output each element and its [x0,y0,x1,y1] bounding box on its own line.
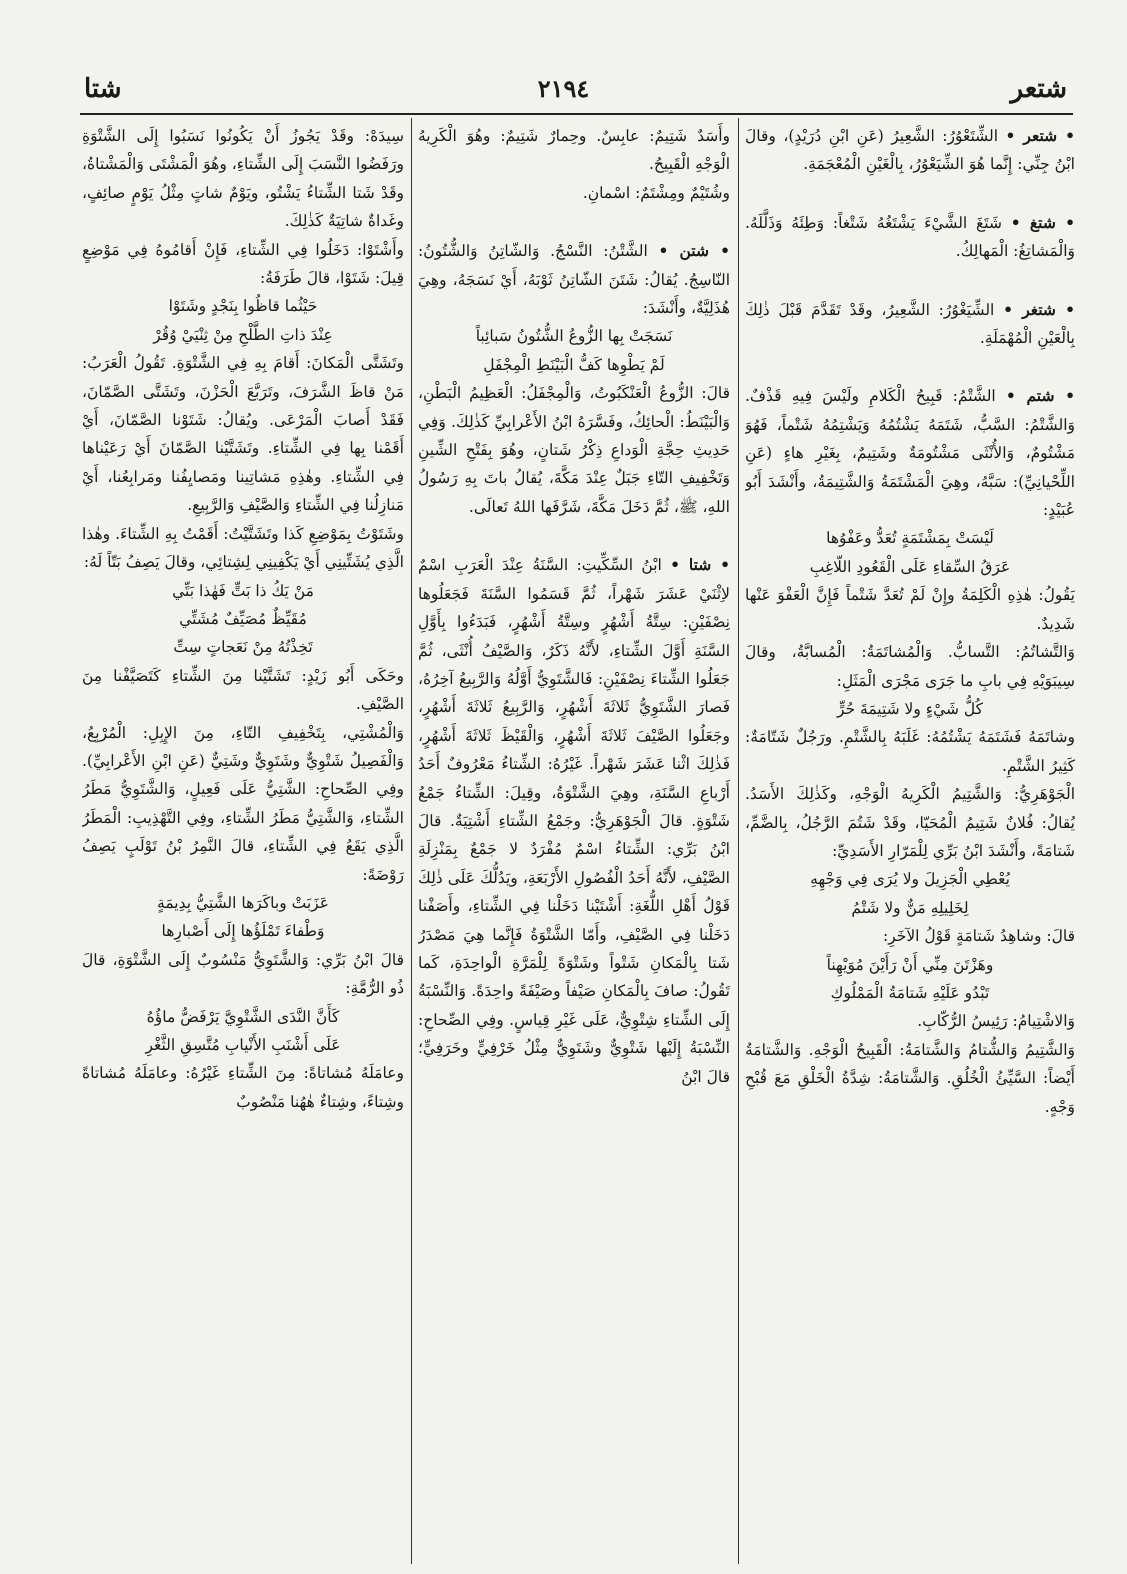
verse-line: لِخَلِيلِهِ مَنٌّ ولا شَتْمُ [851,898,969,917]
entry-paragraph [418,179,730,207]
entry-spacer [745,266,1075,296]
dictionary-entry [745,122,1075,179]
entry-paragraph [82,946,404,1003]
entry-spacer [745,179,1075,209]
entry-text: وعامَلَهُ مُشاتاةً: مِنَ الشِّتاءِ غَيْرُهُ: وعامَلَهُ مُشاتاةً وشِتاءً، وشِتاءٌ هٰهُنا مَنْصُوبٌ [82,1064,404,1111]
entry-text: قالَ: الزُّوعُ الْعَنْكَبُوتُ، وَالْمِجْفَلُ: الْعَظِيمُ الْبَطْنِ، وَالْبَيْنَطُ: الْحائِكُ، وفَسَّرَهُ ابْنُ الأَعْرابِيِّ كَذٰلِكَ. وَفِي حَدِيثِ حِجَّةِ الْوَداعِ ذِكْرُ شَتانٍ، وهُوَ بِفَتْحِ الشِّينِ وَتَخْفِيفِ التّاءِ جَبَلٌ عِنْدَ مَكَّةَ، يُقالُ باتَ بِهِ رَسُولُ اللهِ، ﷺ، ثُمَّ دَخَلَ مَكَّةَ، شَرَّفَها اللهُ تَعالَى. [418,384,730,516]
entry-text: قالَ: وشاهِدُ شَتامَةٍ قَوْلُ الآخَرِ: [882,927,1075,946]
entry-paragraph [745,780,1075,865]
entry-paragraph [745,581,1075,638]
entry-paragraph [745,638,1075,695]
entry-headword: • شتم • [1005,386,1075,406]
entry-text: وأَسَدٌ شَتِيمٌ: عابِسٌ. وحِمارٌ شَتِيمٌ: وهُوَ الْكَرِيهُ الْوَجْهِ الْقَبِيحُ. [418,127,730,174]
verse-line: يُعْطِي الْجَزِيلَ ولا يُرَى فِي وَجْهِهِ [810,870,1010,889]
verse-line: كُلُّ شَيْءٍ ولا شَتِيمَةَ حُرٍّ [836,699,984,718]
verse-line: وهَزْتَنَ مِنِّي أَنْ رَأَيْنَ مُوَيْهِناً [826,955,994,974]
header-right-entry-word: شتعر [1010,74,1067,104]
entry-text: وَالشَّتِيمُ وَالشُّتامُ وَالشَّتامَةُ: الْقَبِيحُ الْوَجْهِ. وَالشَّتامَةُ أَيْضاً: السَّيِّئُ الْخُلُقِ. وَالشَّتامَةُ: شِدَّةُ الْخَلْقِ مَعَ قُبْحِ وَجْهٍ. [745,1040,1075,1116]
entry-text: ابْنُ السِّكِّيتِ: السَّنَةُ عِنْدَ الْعَرَبِ اسْمٌ لاِثْنَيْ عَشَرَ شَهْراً، ثُمَّ قَسَمُوا السَّنَةَ فَجَعَلُوها نِصْفَيْنِ: سِتَّةُ أَشْهُرٍ وسِتَّةُ أَشْهُرٍ، فَبَدَءُوا بِأَوَّلِ السَّنَةِ أَوَّلَ الشِّتاءِ، لأَنَّهُ ذَكَرٌ، وَالصَّيْفُ أُنْثَى، ثُمَّ جَعَلُوا الشِّتاءَ نِصْفَيْنِ: فَالشَّتَوِيُّ أَوَّلُهُ وَالرَّبِيعُ آخِرُهُ، فَصارَ الشَّتَوِيُّ ثَلاثَةَ أَشْهُرٍ، وَالرَّبِيعُ ثَلاثَةَ أَشْهُرٍ، وجَعَلُوا الصَّيْفَ ثَلاثَةَ أَشْهُرٍ، وَالْقَيْظَ ثَلاثَةَ أَشْهُرٍ، فَذٰلِكَ اثْنا عَشَرَ شَهْراً. غَيْرُهُ: الشِّتاءُ مَعْرُوفٌ أَحَدُ أَرْباعِ السَّنَةِ، وهِيَ الشَّتْوَةُ، وقِيلَ: الشِّتاءُ جَمْعُ شَتْوَةٍ. قالَ الْجَوْهَرِيُّ: وجَمْعُ الشِّتاءِ أَشْتِيَةٌ. قالَ ابْنُ بَرِّي: الشِّتاءُ اسْمٌ مُفْرَدٌ لا جَمْعٌ بِمَنْزِلَةِ الصَّيْفِ، لأَنَّهُ أَحَدُ الْفُصُولِ الأَرْبَعَةِ، ويَدُلُّكَ عَلَى ذٰلِكَ قَوْلُ أَهْلِ اللُّغَةِ: أَشْتَيْنا دَخَلْنا فِي الشِّتاءِ، وأَصَفْنا دَخَلْنا فِي الصَّيْفِ، وأَمّا الشَّتْوَةُ فَإِنَّما هِيَ مَصْدَرُ شَتا بِالْمَكانِ شَتْواً وشَتْوَةً لِلْمَرَّةِ الْواحِدَةِ، كَما تَقُولُ: صافَ بِالْمَكانِ صَيْفاً وصَيْفَةً واحِدَةً. وَالنِّسْبَةُ إِلَى الشِّتاءِ شِتْوِيٌّ، عَلَى غَيْرِ قِياسٍ. وفِي الصِّحاحِ: النِّسْبَةُ إِلَيْها شَتْوِيٌّ وشَتَوِيٌّ مِثْلُ خَرْفِيٍّ وخَرَفِيٍّ؛ قالَ ابْنُ [418,556,730,1086]
verse-line: مَنْ يَكُ ذا بَتٍّ فَهٰذا بَتِّي [172,581,314,600]
verse-line: عَلَى أَشْنَبِ الأَنْيابِ مُتَّسِقِ الثَّغْرِ [145,1036,341,1054]
entry-text: الشِّتَعْوُرُ: الشَّعِيرُ (عَنِ ابْنِ دُرَيْدٍ)، وقالَ ابْنُ جِنِّي: إِنَّما هُوَ الشِّيَعْوُرُ، بِالْغَيْنِ الْمُعْجَمَةِ. [745,127,1075,174]
entry-headword: • شتغر • [1003,299,1075,319]
entry-spacer [745,352,1075,382]
verse-line: لَيْسَتْ بِمَشْتَمَةٍ تُعَدُّ وعَفْوُها [826,529,994,548]
entry-headword: • شتن • [658,241,730,261]
entry-text: شَتَغَ الشَّيْءَ يَشْتَغُهُ شَتْغاً: وَطِئَهُ وَذَلَّلَهُ. وَالْمَشاتِغُ: الْمَهالِكُ. [745,213,1075,261]
entry-text: سِيدَهْ: وقَدْ يَجُوزُ أَنْ يَكُونُوا نَسَبُوا إِلَى الشَّتْوَةِ ورَفَضُوا النَّسَبَ إِلَى الشِّتاءِ، وهُوَ الْمَشْتَى وَالْمَشْتاةُ، وقَدْ شَتا الشِّتاءُ يَشْتُو، ويَوْمٌ شاتٍ مِثْلُ يَوْمٍ صائِفٍ، وغَداةٌ شاتِيَةٌ كَذٰلِكَ. [82,127,404,231]
verse-line: لَمْ يَطْوِها كَفُّ الْبَيْنَطِ الْمِجْفَلِ [483,355,665,374]
header-rule [80,113,1073,115]
entry-paragraph [418,379,730,521]
column-middle [418,122,730,1562]
entry-paragraph [82,1059,404,1116]
column-divider-left [411,118,412,1564]
entry-paragraph [82,122,404,236]
verse-line: عِنْدَ ذاتِ الطَّلْحِ مِنْ ثِنْيَيْ وُقُرْ [153,325,333,344]
entry-text: وَالتَّشاتُمُ: التَّسابُّ. وَالْمُشاتَمَةُ: الْمُسابَّةُ، وقالَ سِيبَوَيْهِ فِي بابِ ما جَرَى مَجْرَى الْمَثَلِ: [745,643,1075,690]
dictionary-entry [745,209,1075,266]
entry-paragraph [82,236,404,293]
entry-headword: • شتا • [670,555,730,575]
entry-paragraph [745,1007,1075,1035]
entry-paragraph [82,520,404,577]
entry-spacer [418,207,730,237]
verse-line: تَخِذْتُهُ مِنْ نَعَجاتٍ سِتِّ [173,638,313,657]
entry-text: وشاتَمَهُ فَشَتَمَهُ يَشْتُمُهُ: غَلَبَهُ بِالشَّتْمِ. ورَجُلٌ شَتّامَةٌ: كَثِيرُ الشَّتْمِ. [745,728,1075,775]
entry-paragraph [82,662,404,719]
verse-line: مُقَيِّظٌ مُصَيِّفٌ مُشَتِّي [179,609,307,628]
dictionary-entry [745,382,1075,524]
verse-line: حَيْثُما قاظُوا بِنَجْدٍ وشَتَوْا [168,297,318,316]
entry-text: الشَّتْنُ: النَّسْجُ. وَالشّاتِنُ وَالشُّتُونُ: النّاسِجُ. يُقالُ: شَتَنَ الشّاتِنُ ثَوْبَهُ، أَيْ نَسَجَهُ، وهِيَ هُذَلِيَّةٌ، وأَنْشَدَ: [418,242,730,318]
entry-text: وشُتَيْمٌ ومِشْتَمٌ: اسْمانِ. [582,183,730,202]
entry-paragraph [418,122,730,179]
header-left-entry-word: شتا [84,74,122,104]
page-number: ٢١٩٤ [537,74,590,103]
verse-line: نَسَجَتْ بِها الزُّوعُ الشُّتُونُ سَبائِباً [475,327,673,346]
entry-paragraph [745,1036,1075,1121]
entry-text: وحَكَى أَبُو زَيْدٍ: تَشَتَّيْنا مِنَ الشِّتاءِ كَتَصَيَّفْنا مِنَ الصَّيْفِ. [82,666,404,714]
entry-paragraph [82,349,404,519]
column-right [745,122,1075,1562]
entry-paragraph [82,719,404,889]
entry-text: الْجَوْهَرِيُّ: وَالشَّتِيمُ الْكَرِيهُ الْوَجْهِ، وكَذٰلِكَ الأَسَدُ. يُقالُ: فُلانٌ شَتِيمُ الْمُحَيّا، وقَدْ شَتُمَ الرَّجُلُ، بِالضَّمِّ، شَتامَةً، وأَنْشَدَ ابْنُ بَرِّي لِلْمَرّارِ الأَسَدِيِّ: [745,785,1075,860]
entry-text: قالَ ابْنُ بَرِّي: وَالشَّتَوِيُّ مَنْسُوبٌ إِلَى الشَّتْوَةِ، قالَ ذُو الرُّمَّةِ: [82,950,404,998]
entry-headword: • شتعر • [1005,126,1075,145]
verse-line: وَطْفاءَ تَمْلَؤُها إِلَى أَصْبارِها [161,922,325,941]
entry-paragraph [745,922,1075,950]
dictionary-entry [418,551,730,1091]
entry-text: وَالْمُشْتِي، بِتَخْفِيفِ التّاءِ، مِنَ الإِبِلِ: الْمُرْبِعُ، وَالْفَصِيلُ شَتْوِيٌّ وشَتَوِيٌّ وشَتِيٌّ (عَنِ ابْنِ الأَعْرابِيِّ). وفِي الصِّحاحِ: الشَّتِيُّ عَلَى فَعِيلٍ، وَالشَّتَوِيُّ مَطَرُ الشِّتاءِ، وَالشَّتِيُّ مَطَرُ الشِّتاءِ، وفِي التَّهْذِيبِ: الْمَطَرُ الَّذِي يَقَعُ فِي الشِّتاءِ، قالَ النَّمِرُ بْنُ تَوْلَبٍ يَصِفُ رَوْضَةً: [82,723,404,884]
verse-line: كَأَنَّ النَّدَى الشَّتْوِيَّ يَرْفَضُّ ماؤُهُ [146,1007,340,1026]
verse-line: عَرَقُ السِّقاءِ عَلَى الْقَعُودِ اللّاغِبِ [809,557,1011,576]
entry-headword: • شتغ • [1010,212,1075,232]
entry-text: وشَتَوْتُ بِمَوْضِعِ كَذا وتَشَتَّيْتُ: أَقَمْتُ بِهِ الشِّتاءَ. وهٰذا الَّذِي يُشَتِّينِي أَيْ يَكْفِينِي لِشِتائِي، وقالَ يَصِفُ بَتّاً لَهُ: [82,524,404,572]
dictionary-entry [418,237,730,322]
column-left [82,122,404,1562]
entry-text: الشِّيَغْوُرُ: الشَّعِيرُ، وقَدْ تَقَدَّمَ قَبْلَ ذٰلِكَ بِالْعَيْنِ الْمُهْمَلَةِ. [745,300,1075,348]
verse-line: تَبْدُو عَلَيْهِ شَتامَةُ الْمَمْلُوكِ [830,983,990,1002]
entry-text: الشَّتْمُ: قَبِيحُ الْكَلامِ ولَيْسَ فِيهِ قَذْفٌ. وَالشَّتْمُ: السَّبُّ، شَتَمَهُ يَشْتُمُهُ وَيَشْتِمُهُ شَتْماً، فَهُوَ مَشْتُومٌ، وَالأُنْثَى مَشْتُومَةٌ وشَتِيمٌ، بِغَيْرِ هاءٍ (عَنِ اللِّحْيانِيِّ): سَبَّهُ، وهِيَ الْمَشْتَمَةُ وَالشَّتِيمَةُ، وأَنْشَدَ أَبُو عُبَيْدٍ: [745,387,1075,520]
entry-paragraph [745,723,1075,780]
verse-line: عَزَبَتْ وباكَرَها الشَّتِيُّ بِدِيمَةٍ [157,893,329,912]
dictionary-entry [745,296,1075,353]
entry-spacer [418,521,730,551]
entry-text: يَقُولُ: هٰذِهِ الْكَلِمَةُ وإِنْ لَمْ تُعَدَّ شَتْماً فَإِنَّ الْعَفْوَ عَنْها شَدِيدٌ. [745,586,1075,633]
column-divider-right [738,118,739,1564]
entry-text: وتَشَتَّى الْمَكانَ: أَقامَ بِهِ فِي الشَّتْوَةِ. تَقُولُ الْعَرَبُ: مَنْ قاظَ الشَّرَفَ، وتَرَبَّعَ الْحَزْنَ، وتَشَتَّى الصَّمّانَ، فَقَدْ أَصابَ الْمَرْعَى. ويُقالُ: شَتَوْنا الصَّمّانَ، أَيْ أَقَمْنا بِها فِي الشِّتاءِ. وتَشَتَّيْنا الصَّمّانَ أَيْ رَعَيْناها فِي الشِّتاءِ. وهٰذِهِ مَشاتِينا ومَصايِفُنا ومَرابِعُنا، أَيْ مَنازِلُنا فِي الشِّتاءِ وَالصَّيْفِ وَالرَّبِيعِ. [82,354,404,515]
entry-text: وأَشْتَوْا: دَخَلُوا فِي الشِّتاءِ، فَإِنْ أَقامُوهُ فِي مَوْضِعٍ قِيلَ: شَتَوْا، قالَ طَرَفَةُ: [82,240,404,288]
entry-text: وَالاشْتِيامُ: رَئِيسُ الرُّكّابِ. [917,1012,1075,1031]
